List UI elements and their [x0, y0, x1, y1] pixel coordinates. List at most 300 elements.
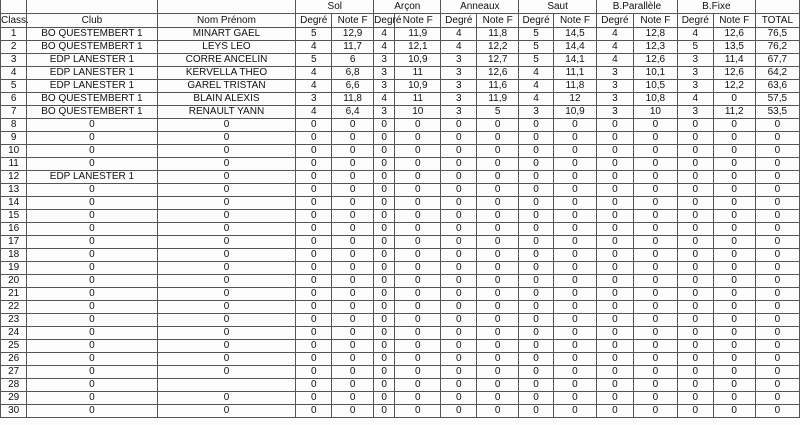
- rank-cell: 3: [1, 54, 27, 67]
- note-cell: 0: [395, 301, 441, 314]
- total-cell: 0: [755, 184, 799, 197]
- note-cell: 11,9: [477, 93, 519, 106]
- degree-cell: 0: [677, 379, 713, 392]
- header-name: Nom Prénom: [157, 14, 296, 28]
- note-cell: 0: [553, 197, 596, 210]
- name-cell: RENAULT YANN: [157, 106, 296, 119]
- note-cell: 11: [395, 93, 441, 106]
- rank-cell: 1: [1, 28, 27, 41]
- note-cell: 0: [713, 236, 755, 249]
- note-cell: 0: [477, 223, 519, 236]
- note-cell: 0: [332, 327, 374, 340]
- degree-cell: 4: [597, 28, 634, 41]
- club-cell: 0: [27, 158, 157, 171]
- note-cell: 0: [713, 145, 755, 158]
- degree-cell: 0: [597, 210, 634, 223]
- name-cell: 0: [157, 314, 296, 327]
- name-cell: 0: [157, 405, 296, 418]
- note-cell: 0: [477, 314, 519, 327]
- degree-cell: 0: [677, 223, 713, 236]
- note-cell: 0: [477, 210, 519, 223]
- note-cell: 0: [633, 210, 677, 223]
- degree-cell: 0: [374, 158, 395, 171]
- total-cell: 57,5: [755, 93, 799, 106]
- name-cell: 0: [157, 392, 296, 405]
- note-cell: 0: [332, 236, 374, 249]
- note-cell: 12,8: [633, 28, 677, 41]
- note-cell: 10,1: [633, 67, 677, 80]
- note-cell: 0: [713, 327, 755, 340]
- note-cell: 0: [477, 353, 519, 366]
- note-cell: 0: [332, 353, 374, 366]
- note-cell: 0: [553, 184, 596, 197]
- degree-cell: 0: [374, 171, 395, 184]
- degree-cell: 0: [296, 340, 332, 353]
- table-row: [1, 327, 800, 340]
- total-cell: 0: [755, 158, 799, 171]
- header-row-apparatus: [1, 0, 800, 14]
- total-cell: 0: [755, 340, 799, 353]
- table-row: [1, 301, 800, 314]
- club-cell: BO QUESTEMBERT 1: [27, 28, 157, 41]
- note-cell: 0: [553, 145, 596, 158]
- degree-cell: 3: [677, 80, 713, 93]
- header-spacer-rank: [1, 0, 27, 14]
- degree-cell: 0: [519, 301, 554, 314]
- degree-cell: 0: [296, 301, 332, 314]
- degree-cell: 0: [441, 184, 477, 197]
- note-cell: 0: [395, 236, 441, 249]
- degree-cell: 0: [677, 158, 713, 171]
- note-cell: 0: [713, 119, 755, 132]
- note-cell: 0: [633, 145, 677, 158]
- degree-cell: 0: [374, 288, 395, 301]
- degree-cell: 4: [296, 41, 332, 54]
- degree-cell: 3: [597, 93, 634, 106]
- note-cell: 0: [395, 275, 441, 288]
- note-cell: 0: [395, 314, 441, 327]
- note-cell: 0: [553, 262, 596, 275]
- note-cell: 0: [713, 392, 755, 405]
- degree-cell: 0: [374, 132, 395, 145]
- club-cell: 0: [27, 262, 157, 275]
- total-cell: 0: [755, 145, 799, 158]
- degree-cell: 0: [296, 262, 332, 275]
- note-cell: 0: [395, 327, 441, 340]
- degree-cell: 0: [597, 197, 634, 210]
- note-cell: 0: [477, 132, 519, 145]
- degree-cell: 4: [374, 28, 395, 41]
- table-row: [1, 41, 800, 54]
- note-cell: 0: [633, 275, 677, 288]
- total-cell: 0: [755, 119, 799, 132]
- degree-cell: 0: [296, 379, 332, 392]
- degree-cell: 0: [597, 288, 634, 301]
- name-cell: 0: [157, 145, 296, 158]
- degree-cell: 0: [441, 392, 477, 405]
- header-apparatus-parallel-bars: B.Parallèle: [597, 0, 678, 14]
- degree-cell: 0: [677, 392, 713, 405]
- degree-cell: 0: [597, 236, 634, 249]
- degree-cell: 0: [519, 262, 554, 275]
- name-cell: 0: [157, 275, 296, 288]
- table-row: [1, 366, 800, 379]
- degree-cell: 0: [519, 236, 554, 249]
- note-cell: 0: [332, 197, 374, 210]
- note-cell: 0: [332, 249, 374, 262]
- rank-cell: 18: [1, 249, 27, 262]
- name-cell: 0: [157, 119, 296, 132]
- note-cell: 0: [633, 353, 677, 366]
- degree-cell: 0: [677, 314, 713, 327]
- degree-cell: 0: [677, 210, 713, 223]
- header-apparatus-floor: Sol: [296, 0, 374, 14]
- note-cell: 0: [713, 301, 755, 314]
- degree-cell: 4: [677, 28, 713, 41]
- table-row: [1, 145, 800, 158]
- total-cell: 0: [755, 171, 799, 184]
- note-cell: 0: [395, 184, 441, 197]
- note-cell: 0: [332, 262, 374, 275]
- note-cell: 0: [332, 275, 374, 288]
- note-cell: 0: [633, 379, 677, 392]
- note-cell: 0: [633, 262, 677, 275]
- note-cell: 0: [553, 366, 596, 379]
- note-cell: 0: [713, 366, 755, 379]
- note-cell: 14,1: [553, 54, 596, 67]
- note-cell: 0: [553, 158, 596, 171]
- rank-cell: 12: [1, 171, 27, 184]
- note-cell: 12,2: [477, 41, 519, 54]
- rank-cell: 9: [1, 132, 27, 145]
- note-cell: 0: [713, 171, 755, 184]
- header-degree: Degré: [441, 14, 477, 28]
- note-cell: 0: [477, 249, 519, 262]
- name-cell: [157, 379, 296, 392]
- note-cell: 0: [477, 171, 519, 184]
- note-cell: 0: [633, 392, 677, 405]
- rank-cell: 2: [1, 41, 27, 54]
- degree-cell: 4: [441, 28, 477, 41]
- note-cell: 0: [332, 210, 374, 223]
- degree-cell: 0: [441, 327, 477, 340]
- note-cell: 6: [332, 54, 374, 67]
- name-cell: 0: [157, 327, 296, 340]
- note-cell: 0: [332, 171, 374, 184]
- degree-cell: 0: [519, 145, 554, 158]
- degree-cell: 0: [374, 236, 395, 249]
- degree-cell: 0: [677, 171, 713, 184]
- degree-cell: 0: [441, 158, 477, 171]
- note-cell: 0: [395, 223, 441, 236]
- header-degree: Degré: [296, 14, 332, 28]
- note-cell: 0: [553, 353, 596, 366]
- note-cell: 12: [553, 93, 596, 106]
- note-cell: 11,8: [332, 93, 374, 106]
- name-cell: 0: [157, 171, 296, 184]
- name-cell: 0: [157, 223, 296, 236]
- note-cell: 12,6: [477, 67, 519, 80]
- note-cell: 0: [713, 210, 755, 223]
- club-cell: 0: [27, 119, 157, 132]
- degree-cell: 0: [519, 327, 554, 340]
- degree-cell: 3: [296, 93, 332, 106]
- degree-cell: 0: [597, 405, 634, 418]
- note-cell: 0: [395, 288, 441, 301]
- degree-cell: 0: [519, 132, 554, 145]
- note-cell: 0: [713, 158, 755, 171]
- club-cell: 0: [27, 132, 157, 145]
- note-cell: 0: [332, 392, 374, 405]
- degree-cell: 0: [519, 314, 554, 327]
- note-cell: 0: [633, 340, 677, 353]
- note-cell: 0: [332, 379, 374, 392]
- name-cell: LEYS LEO: [157, 41, 296, 54]
- rank-cell: 13: [1, 184, 27, 197]
- club-cell: BO QUESTEMBERT 1: [27, 106, 157, 119]
- note-cell: 0: [332, 405, 374, 418]
- rank-cell: 27: [1, 366, 27, 379]
- note-cell: 0: [553, 379, 596, 392]
- note-cell: 12,2: [713, 80, 755, 93]
- note-cell: 11,1: [553, 67, 596, 80]
- table-row: [1, 223, 800, 236]
- rank-cell: 29: [1, 392, 27, 405]
- table-row: [1, 379, 800, 392]
- club-cell: 0: [27, 236, 157, 249]
- degree-cell: 0: [441, 405, 477, 418]
- degree-cell: 0: [296, 327, 332, 340]
- rank-cell: 5: [1, 80, 27, 93]
- degree-cell: 0: [519, 171, 554, 184]
- note-cell: 0: [553, 275, 596, 288]
- degree-cell: 0: [296, 314, 332, 327]
- header-degree: Degré: [519, 14, 554, 28]
- name-cell: 0: [157, 184, 296, 197]
- total-cell: 0: [755, 288, 799, 301]
- degree-cell: 0: [677, 236, 713, 249]
- degree-cell: 4: [519, 80, 554, 93]
- degree-cell: 0: [441, 236, 477, 249]
- degree-cell: 0: [597, 119, 634, 132]
- note-cell: 0: [395, 366, 441, 379]
- note-cell: 0: [553, 236, 596, 249]
- degree-cell: 4: [296, 67, 332, 80]
- note-cell: 14,5: [553, 28, 596, 41]
- degree-cell: 0: [597, 327, 634, 340]
- note-cell: 0: [713, 132, 755, 145]
- total-cell: 0: [755, 366, 799, 379]
- degree-cell: 0: [519, 392, 554, 405]
- club-cell: EDP LANESTER 1: [27, 171, 157, 184]
- degree-cell: 0: [677, 340, 713, 353]
- table-row: [1, 340, 800, 353]
- club-cell: 0: [27, 353, 157, 366]
- name-cell: 0: [157, 288, 296, 301]
- degree-cell: 3: [597, 67, 634, 80]
- note-cell: 0: [553, 132, 596, 145]
- rank-cell: 19: [1, 262, 27, 275]
- note-cell: 0: [477, 366, 519, 379]
- degree-cell: 3: [441, 106, 477, 119]
- degree-cell: 0: [374, 366, 395, 379]
- degree-cell: 0: [374, 379, 395, 392]
- club-cell: 0: [27, 197, 157, 210]
- degree-cell: 4: [296, 80, 332, 93]
- note-cell: 11,8: [477, 28, 519, 41]
- table-row: [1, 392, 800, 405]
- note-cell: 0: [633, 223, 677, 236]
- degree-cell: 5: [519, 28, 554, 41]
- table-row: [1, 249, 800, 262]
- total-cell: 0: [755, 210, 799, 223]
- degree-cell: 0: [374, 314, 395, 327]
- degree-cell: 0: [441, 379, 477, 392]
- total-cell: 0: [755, 223, 799, 236]
- note-cell: 10,8: [633, 93, 677, 106]
- rank-cell: 16: [1, 223, 27, 236]
- note-cell: 12,6: [713, 67, 755, 80]
- note-cell: 0: [395, 379, 441, 392]
- degree-cell: 0: [374, 210, 395, 223]
- note-cell: 0: [332, 223, 374, 236]
- degree-cell: 0: [441, 288, 477, 301]
- note-cell: 12,6: [713, 28, 755, 41]
- note-cell: 0: [553, 405, 596, 418]
- note-cell: 10: [395, 106, 441, 119]
- table-row: [1, 236, 800, 249]
- note-cell: 0: [477, 119, 519, 132]
- note-cell: 0: [477, 158, 519, 171]
- degree-cell: 0: [441, 340, 477, 353]
- club-cell: EDP LANESTER 1: [27, 67, 157, 80]
- note-cell: 10,5: [633, 80, 677, 93]
- name-cell: 0: [157, 262, 296, 275]
- degree-cell: 0: [296, 275, 332, 288]
- club-cell: 0: [27, 327, 157, 340]
- note-cell: 10,9: [395, 80, 441, 93]
- note-cell: 0: [332, 366, 374, 379]
- note-cell: 11,6: [477, 80, 519, 93]
- degree-cell: 3: [597, 106, 634, 119]
- name-cell: KERVELLA THEO: [157, 67, 296, 80]
- table-row: [1, 119, 800, 132]
- degree-cell: 0: [677, 301, 713, 314]
- header-spacer-club: [27, 0, 157, 14]
- name-cell: BLAIN ALEXIS: [157, 93, 296, 106]
- note-cell: 0: [553, 210, 596, 223]
- name-cell: CORRE ANCELIN: [157, 54, 296, 67]
- name-cell: 0: [157, 249, 296, 262]
- note-cell: 0: [553, 314, 596, 327]
- degree-cell: 0: [374, 119, 395, 132]
- degree-cell: 0: [597, 171, 634, 184]
- degree-cell: 5: [519, 41, 554, 54]
- header-note: Note F: [713, 14, 755, 28]
- note-cell: 6,8: [332, 67, 374, 80]
- degree-cell: 4: [519, 93, 554, 106]
- note-cell: 0: [395, 132, 441, 145]
- degree-cell: 0: [519, 379, 554, 392]
- degree-cell: 0: [677, 249, 713, 262]
- note-cell: 0: [332, 184, 374, 197]
- degree-cell: 0: [374, 249, 395, 262]
- note-cell: 0: [553, 119, 596, 132]
- degree-cell: 0: [441, 262, 477, 275]
- total-cell: 0: [755, 301, 799, 314]
- club-cell: 0: [27, 340, 157, 353]
- header-apparatus-pommel: Arçon: [374, 0, 441, 14]
- degree-cell: 0: [677, 132, 713, 145]
- total-cell: 0: [755, 275, 799, 288]
- degree-cell: 0: [519, 249, 554, 262]
- table-row: [1, 197, 800, 210]
- degree-cell: 3: [441, 54, 477, 67]
- degree-cell: 0: [296, 171, 332, 184]
- degree-cell: 0: [677, 405, 713, 418]
- name-cell: 0: [157, 197, 296, 210]
- note-cell: 0: [713, 184, 755, 197]
- note-cell: 0: [477, 262, 519, 275]
- club-cell: 0: [27, 184, 157, 197]
- note-cell: 11,2: [713, 106, 755, 119]
- degree-cell: 0: [519, 184, 554, 197]
- note-cell: 0: [553, 249, 596, 262]
- club-cell: BO QUESTEMBERT 1: [27, 41, 157, 54]
- degree-cell: 0: [296, 392, 332, 405]
- note-cell: 0: [332, 145, 374, 158]
- degree-cell: 0: [374, 353, 395, 366]
- degree-cell: 4: [519, 67, 554, 80]
- degree-cell: 0: [296, 249, 332, 262]
- total-cell: 0: [755, 262, 799, 275]
- rank-cell: 4: [1, 67, 27, 80]
- degree-cell: 0: [441, 132, 477, 145]
- note-cell: 0: [553, 392, 596, 405]
- name-cell: 0: [157, 236, 296, 249]
- degree-cell: 0: [597, 314, 634, 327]
- header-apparatus-high-bar: B.Fixe: [677, 0, 755, 14]
- name-cell: 0: [157, 132, 296, 145]
- table-row: [1, 93, 800, 106]
- note-cell: 12,6: [633, 54, 677, 67]
- note-cell: 0: [395, 210, 441, 223]
- degree-cell: 0: [677, 353, 713, 366]
- rank-cell: 22: [1, 301, 27, 314]
- total-cell: 0: [755, 132, 799, 145]
- degree-cell: 0: [677, 327, 713, 340]
- note-cell: 0: [713, 340, 755, 353]
- note-cell: 0: [477, 340, 519, 353]
- club-cell: EDP LANESTER 1: [27, 80, 157, 93]
- note-cell: 0: [633, 119, 677, 132]
- note-cell: 0: [633, 288, 677, 301]
- table-row: [1, 67, 800, 80]
- degree-cell: 0: [374, 262, 395, 275]
- degree-cell: 3: [597, 80, 634, 93]
- header-rank: Class.: [1, 15, 29, 26]
- club-cell: 0: [27, 210, 157, 223]
- note-cell: 0: [713, 288, 755, 301]
- note-cell: 0: [477, 405, 519, 418]
- degree-cell: 0: [677, 184, 713, 197]
- note-cell: 0: [477, 327, 519, 340]
- degree-cell: 3: [374, 67, 395, 80]
- note-cell: 0: [477, 275, 519, 288]
- degree-cell: 0: [441, 197, 477, 210]
- club-cell: 0: [27, 301, 157, 314]
- note-cell: 0: [553, 340, 596, 353]
